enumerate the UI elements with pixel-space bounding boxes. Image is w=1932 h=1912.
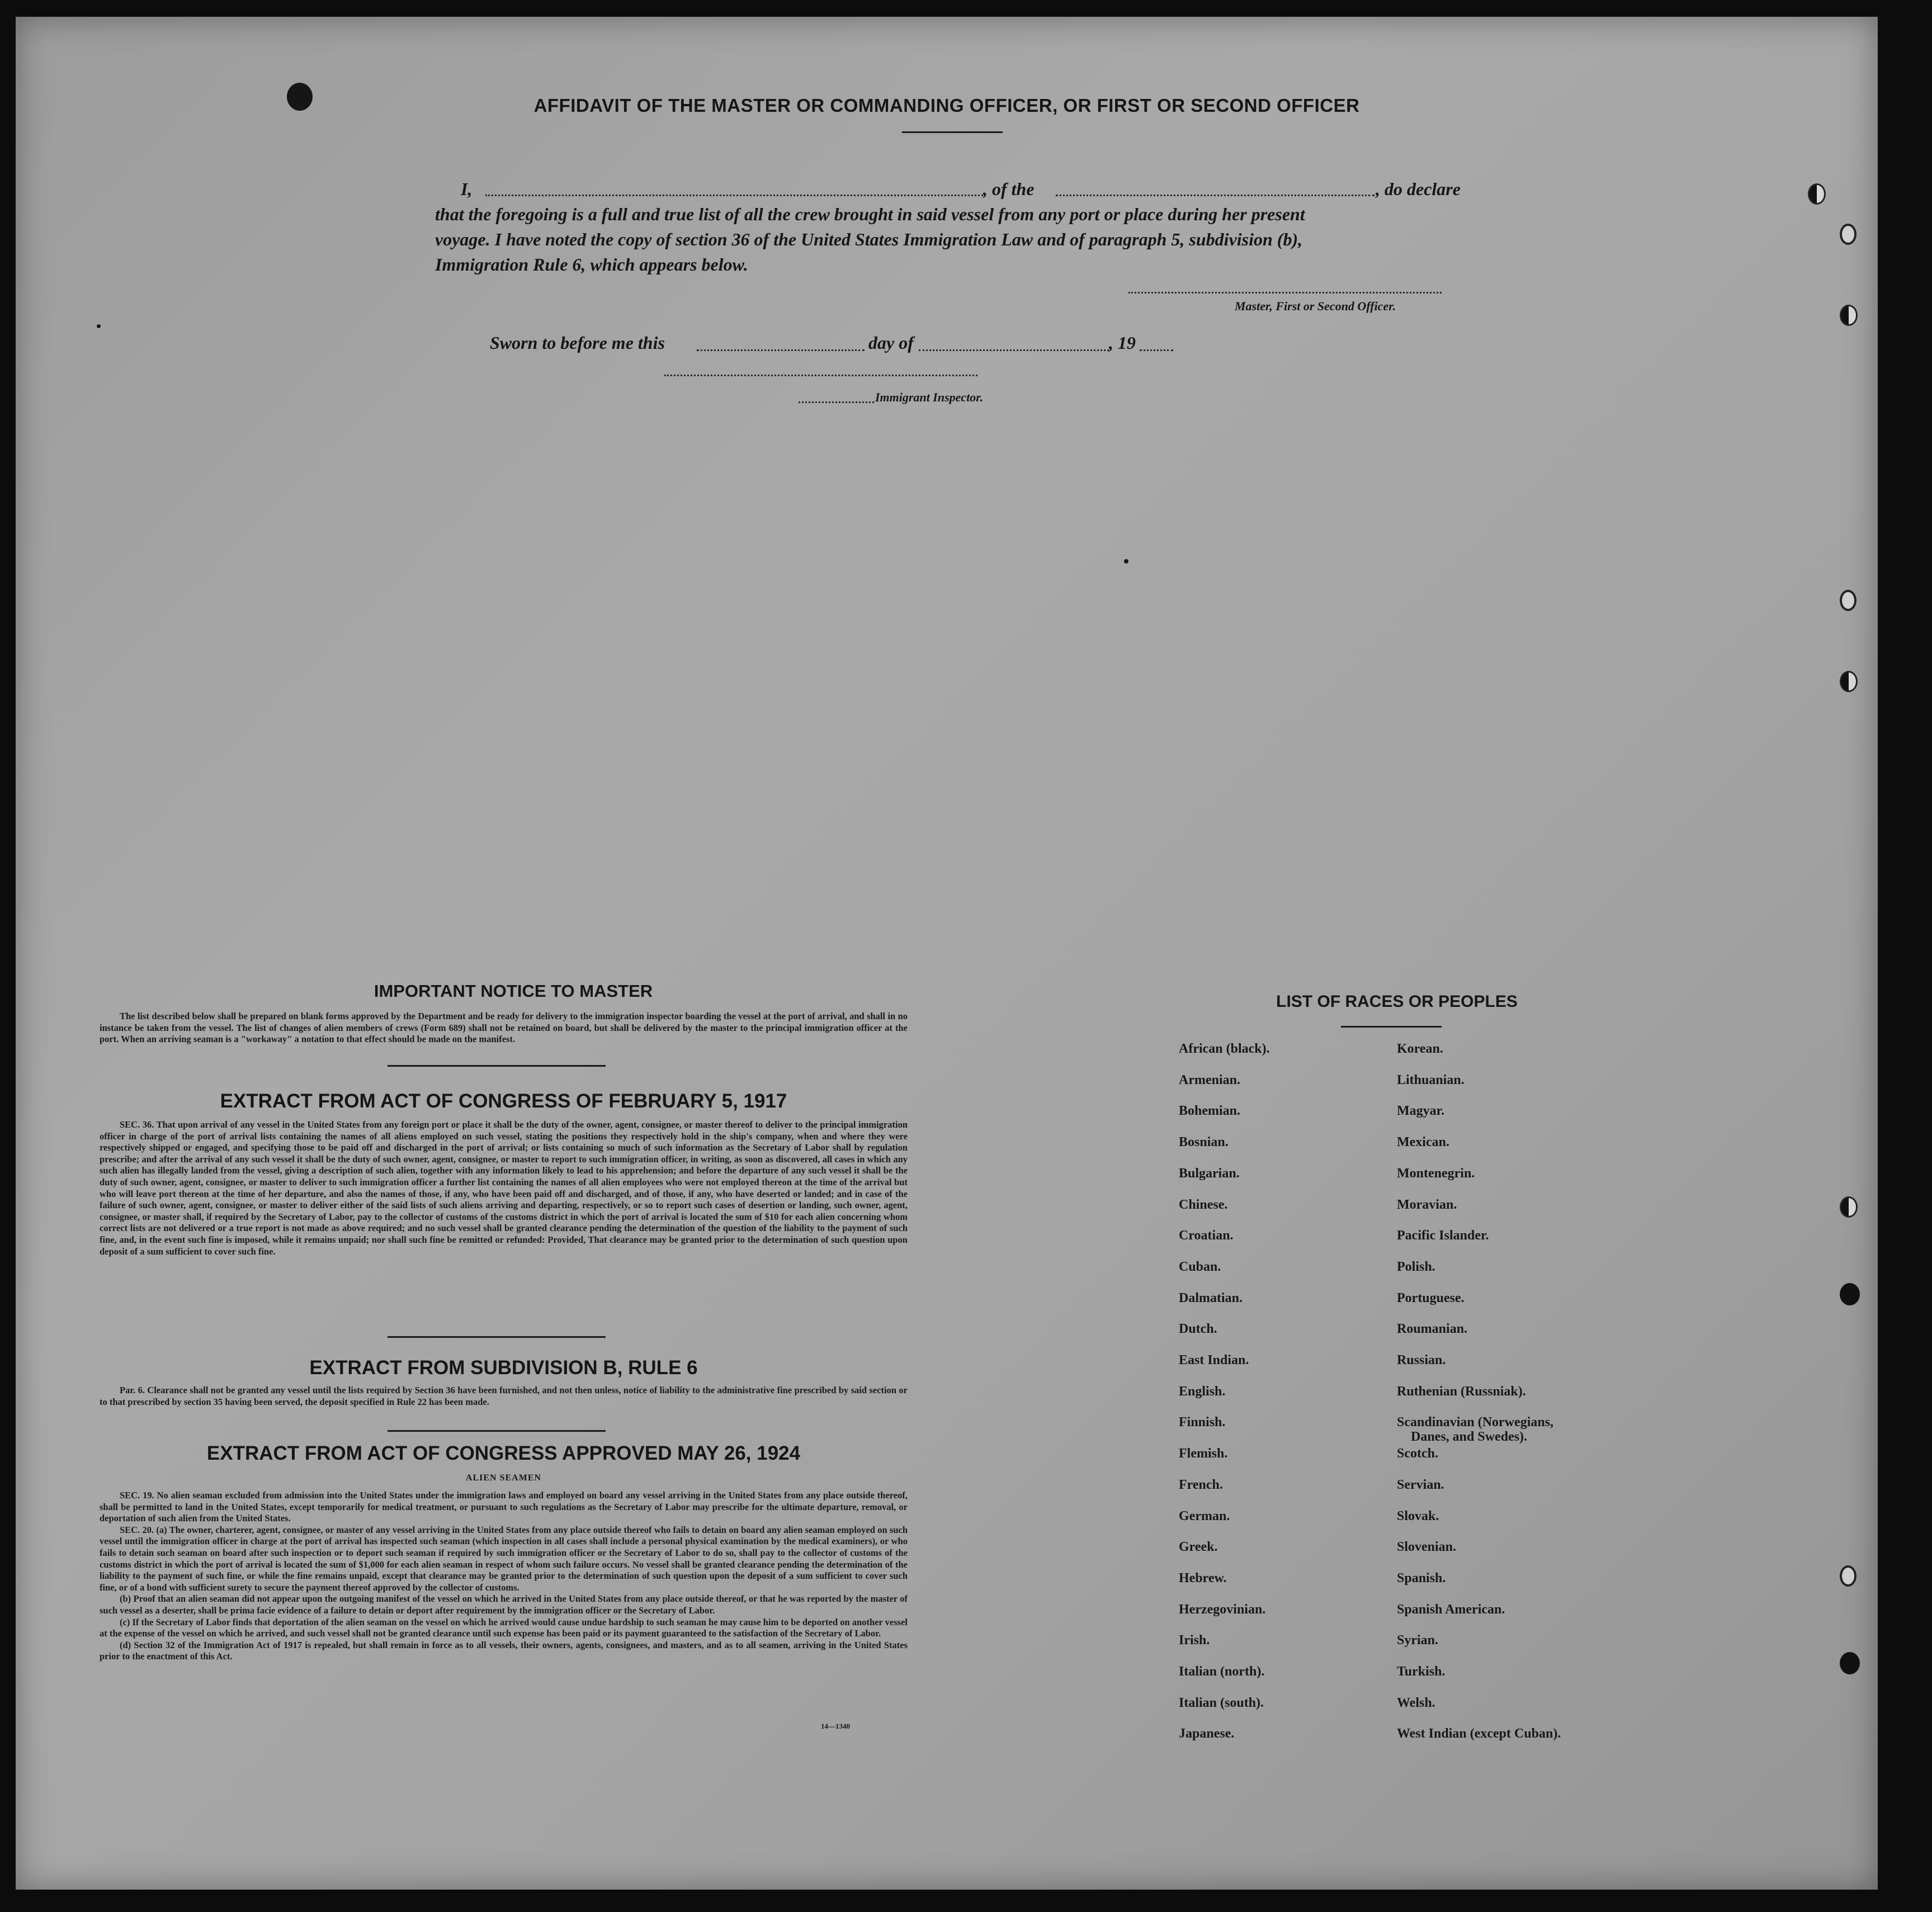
race-item: Croatian.: [1179, 1228, 1234, 1243]
sec-20b: (b) Proof that an alien seaman did not appear upon the outgoing manifest of the vessel on which he arrived in the United States from any place outside thereof, or that he was reported by the master of such vessel as a deserter, shall be prima facie evidence of a failure to detain or deport after requirement by the immigration officer or the Secretary of Labor.: [100, 1593, 908, 1616]
race-item: Bohemian.: [1179, 1104, 1241, 1118]
extract-rule6-title: EXTRACT FROM SUBDIVISION B, RULE 6: [309, 1357, 698, 1379]
race-item: Italian (south).: [1179, 1696, 1264, 1710]
affidavit-line2: that the foregoing is a full and true list of all the crew brought in said vessel from any port or place during her present: [435, 204, 1305, 224]
binding-hole: [1840, 305, 1858, 326]
binding-hole: [1840, 1283, 1860, 1305]
race-item: Dutch.: [1179, 1322, 1217, 1336]
extract-1924-title: EXTRACT FROM ACT OF CONGRESS APPROVED MAY 26, 1924: [206, 1442, 801, 1464]
race-item: Pacific Islander.: [1397, 1228, 1489, 1243]
race-item: Magyar.: [1397, 1104, 1445, 1118]
notice-text: The list described below shall be prepared on blank forms approved by the Department and be ready for delivery to the immigration inspector boarding the vessel at the port of arrival, and shall in no instance be taken from the vessel. The list of changes of alien members of crews (Form 689) shall not be retained on board, but shall be delivered by the master to the principal immigration officer at the port. When an arriving seaman is a "workaway" a notation to that effect should be made on the manifest.: [100, 1011, 908, 1045]
race-item: Bosnian.: [1179, 1135, 1229, 1149]
extract-1924-subtitle: ALIEN SEAMEN: [465, 1473, 542, 1483]
section-divider: [388, 1430, 606, 1432]
affidavit-line3: voyage. I have noted the copy of section 36 of the United States Immigration Law and of paragraph 5, subdivision (b),: [435, 229, 1303, 249]
race-item: Danes, and Swedes).: [1411, 1430, 1528, 1444]
race-item: Slovak.: [1397, 1509, 1439, 1523]
race-item: Moravian.: [1397, 1198, 1457, 1212]
extract-1924-text: [100, 1490, 908, 1663]
affidavit-line4: Immigration Rule 6, which appears below.: [435, 254, 748, 275]
ink-speck: [1124, 559, 1128, 564]
race-item: Cuban.: [1179, 1260, 1221, 1274]
race-item: Roumanian.: [1397, 1322, 1468, 1336]
race-item: Herzegovinian.: [1179, 1602, 1266, 1617]
race-item: Japanese.: [1179, 1726, 1235, 1741]
month-blank: [919, 349, 1109, 351]
race-item: African (black).: [1179, 1042, 1270, 1056]
binding-hole: [1840, 671, 1858, 692]
bleed-through-text: [362, 75, 367, 94]
race-item: Polish.: [1397, 1260, 1435, 1274]
master-signature-line: [1128, 292, 1442, 294]
race-item: Welsh.: [1397, 1696, 1435, 1710]
sworn-year: , 19: [1109, 333, 1136, 353]
race-item: Spanish.: [1397, 1571, 1446, 1586]
race-item: Hebrew.: [1179, 1571, 1227, 1586]
race-item: Finnish.: [1179, 1415, 1226, 1430]
affidavit-line1-mid: , of the: [983, 179, 1035, 199]
sec-20d: (d) Section 32 of the Immigration Act of 1917 is repealed, but shall remain in force as to all vessels, their owners, agents, consignees, and masters, and as to all seamen, arriving in the United States prior to the enactment of this Act.: [100, 1639, 908, 1662]
inspector-signature-line: [664, 375, 977, 376]
sec-20a: SEC. 20. (a) The owner, charterer, agent, consignee, or master of any vessel arriving in the United States from any place outside thereof who fails to detain on board any alien seaman employed on such vessel until the immigration officer in charge at the port of arrival has inspected such seaman (which inspection in all cases shall include a personal physical examination by the medical examiners), or who fails to detain such seaman on board after such inspection or to deport such seaman if required by such immigration officer or the Secretary of Labor to do so, shall pay to the collector of customs of the customs district in which the port of arrival is located the sum of $1,000 for each alien seaman in respect of whom such failure occurs. No vessel shall be granted clearance pending the determination of the liability to the payment of such fine, or while the fine remains unpaid, except that clearance may be granted prior to the determination of such question upon the deposit of a sum sufficient to cover such fine, or of a bond with sufficient surety to secure the payment thereof approved by the collector of customs.: [100, 1524, 908, 1593]
race-item: Chinese.: [1179, 1198, 1228, 1212]
race-item: Montenegrin.: [1397, 1166, 1475, 1181]
race-item: Scandinavian (Norwegians,: [1397, 1415, 1554, 1430]
section-divider: [388, 1065, 606, 1067]
race-item: Dalmatian.: [1179, 1291, 1243, 1305]
race-item: Slovenian.: [1397, 1540, 1457, 1554]
race-item: Turkish.: [1397, 1664, 1446, 1679]
race-item: Spanish American.: [1397, 1602, 1505, 1617]
extract-1917-text: SEC. 36. That upon arrival of any vessel in the United States from any foreign port or place it shall be the duty of the owner, agent, consignee, or master thereof to deliver to the principal immigration officer in charge of the port of arrival lists containing the names of all aliens employed on such vessel, stating the positions they respectively hold in the ship's company, when and where they were respectively shipped or engaged, and specifying those to be paid off and discharged in the port of arrival; or lists containing so much of such information as the Secretary of Labor shall by regulation prescribe; and after the arrival of any such vessel it shall be the duty of such owner, agent, consignee, or master to report to such immigration officer, in writing, as soon as discovered, all cases in which any such alien has illegally landed from the vessel, giving a description of such alien, together with any information likely to lead to his apprehension; and before the departure of any such vessel it shall be the duty of such owner, agent, consignee, or master to deliver to such immigration officer a further list containing the names of all alien employees who were not employed thereon at the time of the arrival but who will leave port thereon at the time of her departure, and also the names of those, if any, who have been paid off and discharged, and of those, if any, who have deserted or landed; and in case of the failure of such owner, agent, consignee, or master to deliver either of the said lists of such aliens arriving and departing, respectively, or so to report such cases of desertion or landing, such owner, agent, consignee, or master shall, if required by the Secretary of Labor, pay to the collector of customs of the customs district in which the port of arrival is located the sum of $10 for each alien concerning whom correct lists are not delivered or a true report is not made as above required; and no such vessel shall be granted clearance pending the determination of the question of the liability to the payment of such fine, and, in the event such fine is imposed, while it remains unpaid; nor shall such fine be remitted or refunded: Provided, That clearance may be granted prior to the determination of such question upon deposit of a sum sufficient to cover such fine.: [100, 1119, 908, 1257]
title-underline: [902, 131, 1003, 133]
ink-speck: [97, 324, 101, 328]
race-item: Greek.: [1179, 1540, 1218, 1554]
race-item: Armenian.: [1179, 1073, 1240, 1087]
binding-hole: [1840, 1196, 1858, 1218]
master-signature-caption: Master, First or Second Officer.: [1235, 299, 1396, 313]
race-item: Lithuanian.: [1397, 1073, 1465, 1087]
sworn-text: Sworn to before me this: [490, 333, 665, 353]
binding-hole: [1840, 1652, 1860, 1674]
inspector-prefix-line: [799, 401, 874, 403]
race-item: Flemish.: [1179, 1446, 1228, 1461]
affidavit-line1-end: , do declare: [1376, 179, 1461, 199]
notice-title: IMPORTANT NOTICE TO MASTER: [374, 981, 653, 1001]
race-item: Scotch.: [1397, 1446, 1438, 1461]
day-blank: [697, 349, 865, 351]
race-item: Korean.: [1397, 1042, 1443, 1056]
race-item: Bulgarian.: [1179, 1166, 1240, 1181]
inspector-caption: Immigrant Inspector.: [875, 390, 984, 404]
extract-1917-title: EXTRACT FROM ACT OF CONGRESS OF FEBRUARY 5, 1917: [220, 1090, 787, 1112]
year-blank: [1140, 349, 1173, 351]
race-item: East Indian.: [1179, 1353, 1249, 1367]
vessel-blank: [1056, 195, 1374, 196]
race-item: French.: [1179, 1478, 1223, 1492]
race-item: German.: [1179, 1509, 1230, 1523]
name-blank: [485, 195, 983, 196]
race-item: Irish.: [1179, 1633, 1210, 1648]
sec-20c: (c) If the Secretary of Labor finds that deportation of the alien seaman on the vessel on which he arrived would cause undue hardship to such seaman he may cause him to be deported on another vessel at the expense of the vessel on which he arrived, and such vessel shall not be granted clearance until such expense has been paid or its payment guaranteed to the satisfaction of the Secretary of Labor.: [100, 1616, 908, 1639]
sec-19: SEC. 19. No alien seaman excluded from admission into the United States under the immigration laws and employed on board any vessel arriving in the United States from any place outside thereof, shall be permitted to land in the United States, except temporarily for medical treatment, or pursuant to such regulations as the Secretary of Labor may prescribe for the ultimate departure, removal, or deportation of such alien from the United States.: [100, 1490, 908, 1524]
race-item: Mexican.: [1397, 1135, 1449, 1149]
extract-rule6-text: Par. 6. Clearance shall not be granted any vessel until the lists required by Section 36 have been furnished, and not then unless, notice of liability to the administrative fine prescribed by said section or to that prescribed by section 35 having been served, the deposit specified in Rule 22 has been made.: [100, 1385, 908, 1407]
form-number: 14—1340: [821, 1722, 850, 1730]
manifest-sheet: [16, 17, 1878, 1890]
punch-hole-top: [287, 83, 313, 111]
race-item: Ruthenian (Russniak).: [1397, 1384, 1526, 1399]
affidavit-line1-start: I,: [461, 179, 473, 199]
race-item: West Indian (except Cuban).: [1397, 1726, 1561, 1741]
races-title: LIST OF RACES OR PEOPLES: [1276, 992, 1518, 1011]
race-item: Italian (north).: [1179, 1664, 1265, 1679]
binding-hole: [1840, 590, 1857, 611]
race-item: Syrian.: [1397, 1633, 1439, 1648]
race-item: English.: [1179, 1384, 1226, 1399]
race-item: Portuguese.: [1397, 1291, 1465, 1305]
sworn-day-of: day of: [868, 333, 914, 353]
race-item: Russian.: [1397, 1353, 1446, 1367]
binding-hole: [1840, 1565, 1857, 1587]
affidavit-title: AFFIDAVIT OF THE MASTER OR COMMANDING OFFICER, OR FIRST OR SECOND OFFICER: [533, 95, 1360, 116]
race-item: Servian.: [1397, 1478, 1444, 1492]
section-divider: [388, 1336, 606, 1338]
binding-hole: [1808, 183, 1826, 205]
binding-hole: [1840, 224, 1857, 245]
races-title-underline: [1341, 1026, 1442, 1028]
